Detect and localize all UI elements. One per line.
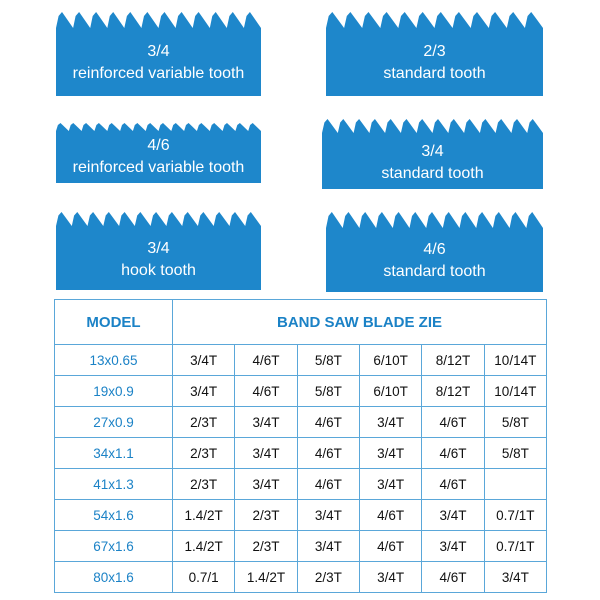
tpi-cell: 10/14T bbox=[484, 376, 546, 407]
table-row bbox=[55, 500, 547, 531]
blade-tpi: 3/4 bbox=[421, 143, 444, 160]
model-cell: 54x1.6 bbox=[55, 500, 173, 531]
blade-tpi: 4/6 bbox=[423, 241, 446, 258]
tpi-cell: 5/8T bbox=[484, 438, 546, 469]
tpi-cell: 1.4/2T bbox=[235, 562, 297, 593]
tpi-cell: 4/6T bbox=[297, 469, 359, 500]
tpi-cell: 2/3T bbox=[173, 407, 235, 438]
tpi-cell: 4/6T bbox=[422, 562, 484, 593]
model-cell: 27x0.9 bbox=[55, 407, 173, 438]
blade-reinforced-variable-3-4 bbox=[56, 12, 261, 96]
blade-tpi: 2/3 bbox=[423, 43, 446, 60]
tpi-cell: 3/4T bbox=[359, 469, 421, 500]
tpi-cell: 1.4/2T bbox=[173, 531, 235, 562]
model-cell: 34x1.1 bbox=[55, 438, 173, 469]
table-row bbox=[55, 438, 547, 469]
blade-size-table bbox=[54, 299, 547, 593]
tpi-cell: 3/4T bbox=[359, 438, 421, 469]
tpi-cell: 3/4T bbox=[297, 531, 359, 562]
tpi-cell: 4/6T bbox=[235, 345, 297, 376]
table-header-row bbox=[55, 300, 547, 345]
tpi-cell: 4/6T bbox=[422, 407, 484, 438]
blade-tooth-type: standard tooth bbox=[383, 65, 486, 82]
tpi-cell: 8/12T bbox=[422, 376, 484, 407]
tpi-cell: 5/8T bbox=[484, 407, 546, 438]
blade-tooth-type: hook tooth bbox=[121, 262, 196, 279]
model-cell: 41x1.3 bbox=[55, 469, 173, 500]
tpi-cell: 0.7/1 bbox=[173, 562, 235, 593]
blade-tpi: 4/6 bbox=[147, 137, 170, 154]
tpi-cell: 3/4T bbox=[235, 469, 297, 500]
tpi-cell: 3/4T bbox=[359, 562, 421, 593]
tpi-cell: 4/6T bbox=[235, 376, 297, 407]
table-row bbox=[55, 407, 547, 438]
tpi-cell: 4/6T bbox=[422, 469, 484, 500]
tpi-cell: 4/6T bbox=[297, 438, 359, 469]
tpi-cell: 4/6T bbox=[297, 407, 359, 438]
table-title: BAND SAW BLADE ZIE bbox=[173, 300, 547, 345]
tpi-cell: 2/3T bbox=[173, 469, 235, 500]
table-row bbox=[55, 469, 547, 500]
tpi-cell: 10/14T bbox=[484, 345, 546, 376]
blade-tooth-type: standard tooth bbox=[383, 263, 486, 280]
tpi-cell: 3/4T bbox=[173, 345, 235, 376]
tpi-cell: 4/6T bbox=[359, 500, 421, 531]
blade-tooth-type: reinforced variable tooth bbox=[72, 159, 245, 176]
tpi-cell: 1.4/2T bbox=[173, 500, 235, 531]
model-cell: 67x1.6 bbox=[55, 531, 173, 562]
blade-standard-2-3 bbox=[326, 12, 543, 96]
tpi-cell: 3/4T bbox=[235, 407, 297, 438]
model-header: MODEL bbox=[55, 300, 173, 345]
tpi-cell: 3/4T bbox=[235, 438, 297, 469]
tpi-cell: 0.7/1T bbox=[484, 500, 546, 531]
tpi-cell: 6/10T bbox=[359, 376, 421, 407]
tpi-cell: 3/4T bbox=[484, 562, 546, 593]
tpi-cell: 2/3T bbox=[297, 562, 359, 593]
table-row bbox=[55, 562, 547, 593]
blade-tooth-type: standard tooth bbox=[381, 165, 484, 182]
tpi-cell: 4/6T bbox=[422, 438, 484, 469]
table-row bbox=[55, 376, 547, 407]
blade-tpi: 3/4 bbox=[147, 240, 170, 257]
tpi-cell: 8/12T bbox=[422, 345, 484, 376]
table-row bbox=[55, 345, 547, 376]
model-cell: 19x0.9 bbox=[55, 376, 173, 407]
blade-standard-4-6 bbox=[326, 212, 543, 292]
tpi-cell: 3/4T bbox=[359, 407, 421, 438]
blade-tpi: 3/4 bbox=[147, 43, 170, 60]
blade-reinforced-variable-4-6 bbox=[56, 123, 261, 183]
blade-tooth-type: reinforced variable tooth bbox=[72, 65, 245, 82]
blade-standard-3-4 bbox=[322, 119, 543, 189]
tpi-cell: 3/4T bbox=[422, 531, 484, 562]
model-cell: 13x0.65 bbox=[55, 345, 173, 376]
tpi-cell: 2/3T bbox=[235, 500, 297, 531]
tpi-cell: 5/8T bbox=[297, 345, 359, 376]
blade-hook-3-4 bbox=[56, 212, 261, 290]
tpi-cell: 6/10T bbox=[359, 345, 421, 376]
model-cell: 80x1.6 bbox=[55, 562, 173, 593]
tpi-cell: 2/3T bbox=[235, 531, 297, 562]
tpi-cell: 5/8T bbox=[297, 376, 359, 407]
tpi-cell: 0.7/1T bbox=[484, 531, 546, 562]
tpi-cell: 3/4T bbox=[297, 500, 359, 531]
tpi-cell: 3/4T bbox=[422, 500, 484, 531]
table-body bbox=[55, 345, 547, 593]
tpi-cell: 3/4T bbox=[173, 376, 235, 407]
tpi-cell: 4/6T bbox=[359, 531, 421, 562]
table-row bbox=[55, 531, 547, 562]
tpi-cell bbox=[484, 469, 546, 500]
tpi-cell: 2/3T bbox=[173, 438, 235, 469]
